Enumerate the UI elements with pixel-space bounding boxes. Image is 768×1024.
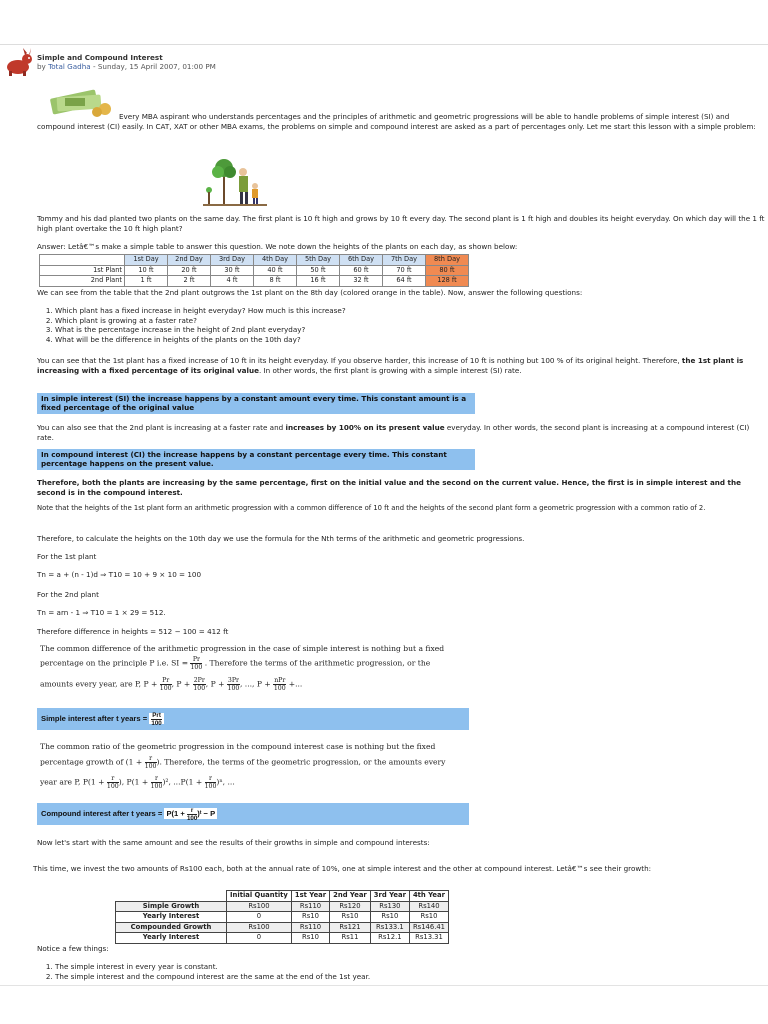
- table-cell: 40 ft: [254, 265, 297, 276]
- table-cell: 0: [227, 912, 292, 923]
- top-divider: [0, 44, 768, 45]
- table-cell: 2 ft: [168, 276, 211, 287]
- post-title: Simple and Compound Interest: [37, 53, 163, 62]
- si-text-bold: the 1st plant is increasing with a fixed percentage of its original value: [37, 356, 744, 375]
- donkey-logo-icon: [3, 47, 35, 77]
- ci-formula-label: Compound interest after t years =: [41, 809, 163, 818]
- list-item: 1. The simple interest in every year is constant.: [55, 962, 768, 972]
- day-header: 3rd Day: [211, 255, 254, 266]
- tommy-and-dad-illustration-icon: [203, 158, 267, 208]
- bottom-divider: [0, 985, 768, 986]
- table-cell: 10 ft: [125, 265, 168, 276]
- table-cell: 70 ft: [383, 265, 426, 276]
- day-header: 4th Day: [254, 255, 297, 266]
- table-cell: 30 ft: [211, 265, 254, 276]
- si-text-a: You can see that the 1st plant has a fixed increase of 10 ft in its height everyday. If you observe harder, this increase of 10 ft is nothing but 100 % of its original height. Therefore,: [37, 356, 682, 365]
- row-label: Yearly Interest: [116, 912, 227, 923]
- table-cell: Rs140: [409, 901, 448, 912]
- day-header: 5th Day: [297, 255, 340, 266]
- fraction: $\frac{r}{100}$: [106, 774, 119, 790]
- notice-heading: Notice a few things:: [37, 944, 109, 953]
- fraction: $\frac{3Pr}{100}$: [227, 676, 240, 692]
- common-ratio-line2: percentage growth of (1 +: [40, 757, 143, 767]
- plant-height-table: [39, 254, 469, 287]
- row-label: 2nd Plant: [40, 276, 125, 287]
- this-time-paragraph: This time, we invest the two amounts of Rs100 each, both at the annual rate of 10%, one at simple interest and the other at compound interest. Letâ€™s see their growth:: [33, 864, 652, 873]
- list-item: 1. Which plant has a fixed increase in height everyday? How much is this increase?: [55, 306, 768, 316]
- formula-ap: Tn = a + (n - 1)d ⇒ T10 = 10 + 9 × 10 = 100: [37, 570, 202, 579]
- post-date: - Sunday, 15 April 2007, 01:00 PM: [90, 62, 216, 71]
- table-cell-highlight: 128 ft: [426, 276, 469, 287]
- table-cell: Rs120: [330, 901, 371, 912]
- amounts-line: amounts every year, are P, P +: [40, 679, 158, 689]
- table-corner: [40, 255, 125, 266]
- fraction: $\frac{\text{nPr}}{100}$: [273, 676, 286, 692]
- common-diff-line2: percentage on the principle P i.e. SI =: [40, 658, 189, 668]
- questions-list: [37, 306, 768, 344]
- si-definition-box: In simple interest (SI) the increase happens by a constant amount every time. This constant amount is a fixed percentage of the original value: [37, 393, 475, 414]
- growth-comparison-table: [115, 890, 449, 944]
- day-header-highlight: 8th Day: [426, 255, 469, 266]
- table-cell: 1 ft: [125, 276, 168, 287]
- column-header: Initial Quantity: [227, 891, 292, 902]
- table-cell: Rs146.41: [409, 922, 448, 933]
- table-cell: Rs10: [291, 933, 329, 944]
- table-cell: Rs10: [330, 912, 371, 923]
- therefore-bold-paragraph: Therefore, both the plants are increasing by the same percentage, first on the initial value and the second on the current value. Hence, the first is in simple interest and the second is in the compound interest.: [37, 478, 741, 497]
- author-link[interactable]: Total Gadha: [48, 62, 91, 71]
- si-paragraph: [37, 356, 765, 375]
- list-item: 2. Which plant is growing at a faster rate?: [55, 316, 768, 326]
- common-diff-line3: . Therefore the terms of the arithmetic progression, or the: [204, 658, 431, 668]
- table-cell: Rs130: [370, 901, 409, 912]
- column-header: 4th Year: [409, 891, 448, 902]
- pr-over-100-fraction: $\frac{Pr}{100}$: [190, 655, 203, 671]
- after-table-paragraph: We can see from the table that the 2nd plant outgrows the 1st plant on the 8th day (colored orange in the table). Now, answer the following questions:: [37, 288, 583, 297]
- for-second-plant: For the 2nd plant: [37, 590, 99, 599]
- table-cell: Rs13.31: [409, 933, 448, 944]
- column-header: 1st Year: [291, 891, 329, 902]
- compound-interest-formula-box: [37, 803, 469, 825]
- day-header: 2nd Day: [168, 255, 211, 266]
- for-first-plant: For the 1st plant: [37, 552, 97, 561]
- common-difference-text: The common difference of the arithmetic progression in the case of simple interest is nothing but a fixed percentage on the principle P i.e. SI = $\frac{Pr}{100}$ . Therefore the terms of the arithmetic progression, or the amounts every year, are P, P + $\frac{Pr}{100}$ , P + $\frac{2Pr}{100}$ , P + $\frac{3Pr}{100}$ , ..., P + $\frac{\text{nPr}}{100}$ +...: [40, 644, 480, 692]
- ci-text-b: everyday. In other words, the second plant is increasing at a compound interest (CI) rate.: [37, 423, 750, 442]
- post-byline: [37, 62, 216, 71]
- row-label: Yearly Interest: [116, 933, 227, 944]
- table-cell: Rs12.1: [370, 933, 409, 944]
- therefore-calc-paragraph: Therefore, to calculate the heights on the 10th day we use the formula for the Nth terms of the arithmetic and geometric progressions.: [37, 534, 525, 543]
- table-cell: 20 ft: [168, 265, 211, 276]
- column-header: 3rd Year: [370, 891, 409, 902]
- table-cell: 8 ft: [254, 276, 297, 287]
- notice-list: [37, 962, 768, 981]
- column-header: 2nd Year: [330, 891, 371, 902]
- table-cell: 0: [227, 933, 292, 944]
- table-cell: Rs110: [291, 922, 329, 933]
- table-cell: Rs100: [227, 922, 292, 933]
- byline-prefix: by: [37, 62, 49, 71]
- table-cell: Rs133.1: [370, 922, 409, 933]
- table-corner: [116, 891, 227, 902]
- year-are-line: year are P, P(1 +: [40, 777, 105, 787]
- list-item: 3. What is the percentage increase in the height of 2nd plant everyday?: [55, 325, 768, 335]
- note-paragraph: Note that the heights of the 1st plant form an arithmetic progression with a common difference of 10 ft and the heights of the second plant form a geometric progression with a common ratio of 2.: [37, 504, 706, 512]
- table-cell: 4 ft: [211, 276, 254, 287]
- row-label: Simple Growth: [116, 901, 227, 912]
- table-cell: 60 ft: [340, 265, 383, 276]
- row-label: Compounded Growth: [116, 922, 227, 933]
- common-diff-line1: The common difference of the arithmetic progression in the case of simple interest is nothing but a fixed: [40, 644, 445, 653]
- now-lets-paragraph: Now let's start with the same amount and see the results of their growths in simple and compound interests:: [37, 838, 430, 847]
- simple-interest-formula-box: [37, 708, 469, 730]
- fraction: $\frac{r}{100}$: [150, 774, 163, 790]
- table-cell: Rs10: [291, 912, 329, 923]
- r-over-100-fraction: $\frac{r}{100}$: [144, 754, 157, 770]
- problem-paragraph: Tommy and his dad planted two plants on the same day. The first plant is 10 ft high and grows by 10 ft every day. The second plant is 1 ft high and doubles its height everyday. On which day will the 1 ft high plant overtake the 10 ft high plant?: [37, 214, 765, 233]
- table-cell: Rs11: [330, 933, 371, 944]
- day-header: 7th Day: [383, 255, 426, 266]
- fraction: $\frac{r}{100}$: [204, 774, 217, 790]
- list-item: 2. The simple interest and the compound interest are the same at the end of the 1st year.: [55, 972, 768, 982]
- table-cell: 16 ft: [297, 276, 340, 287]
- row-label: 1st Plant: [40, 265, 125, 276]
- table-cell: 32 ft: [340, 276, 383, 287]
- table-cell: 64 ft: [383, 276, 426, 287]
- table-cell-highlight: 80 ft: [426, 265, 469, 276]
- table-cell: Rs100: [227, 901, 292, 912]
- common-ratio-line3: ). Therefore, the terms of the geometric progression, or the amounts every: [156, 757, 446, 767]
- table-cell: Rs110: [291, 901, 329, 912]
- fraction: $\frac{Pr}{100}$: [159, 676, 172, 692]
- ci-paragraph: [37, 423, 765, 442]
- list-item: 4. What will be the difference in heights of the plants on the 10th day?: [55, 335, 768, 345]
- ci-definition-box: In compound interest (CI) the increase happens by a constant percentage every time. This constant percentage happens on the present value.: [37, 449, 475, 470]
- common-ratio-text: The common ratio of the geometric progression in the compound interest case is nothing but the fixed percentage growth of (1 + $\frac{r}{100}$ ). Therefore, the terms of the geometric progression, or the amounts every year are P, P(1 + $\frac{r}{100}$ ), P(1 + $\frac{r}{100}$ )², ...P(1 + $\frac{r}{100}$ )ⁿ, ...: [40, 742, 480, 790]
- post-header: [37, 53, 216, 71]
- common-ratio-line1: The common ratio of the geometric progression in the compound interest case is nothing but the fixed: [40, 742, 436, 751]
- ci-text-a: You can also see that the 2nd plant is increasing at a faster rate and: [37, 423, 286, 432]
- table-cell: Rs10: [370, 912, 409, 923]
- difference-result: Therefore difference in heights = 512 − 100 = 412 ft: [37, 627, 229, 636]
- intro-paragraph: Every MBA aspirant who understands percentages and the principles of arithmetic and geometric progressions will be able to handle problems of simple interest (SI) and compound interest (CI) easily. In CAT, XAT or other MBA exams, the problems on simple and compound interest are asked as a part of percentages only. Let me start this lesson with a simple problem:: [37, 112, 756, 131]
- table-cell: Rs10: [409, 912, 448, 923]
- si-formula-label: Simple interest after t years =: [41, 714, 148, 723]
- day-header: 6th Day: [340, 255, 383, 266]
- si-formula-value: $\frac{\text{Prt}}{100}$: [149, 713, 164, 724]
- day-header: 1st Day: [125, 255, 168, 266]
- ci-text-bold: increases by 100% on its present value: [285, 423, 445, 432]
- table-cell: 50 ft: [297, 265, 340, 276]
- table-cell: Rs121: [330, 922, 371, 933]
- formula-gp: Tn = arn - 1 ⇒ T10 = 1 × 29 = 512.: [37, 608, 166, 617]
- ci-formula-value: P(1 + $\frac{r}{100}$ )ᵗ − P: [166, 806, 216, 822]
- fraction: $\frac{2Pr}{100}$: [193, 676, 206, 692]
- answer-intro: Answer: Letâ€™s make a simple table to answer this question. We note down the heights of the plants on each day, as shown below:: [37, 242, 518, 251]
- si-text-b: . In other words, the first plant is growing with a simple interest (SI) rate.: [258, 365, 522, 375]
